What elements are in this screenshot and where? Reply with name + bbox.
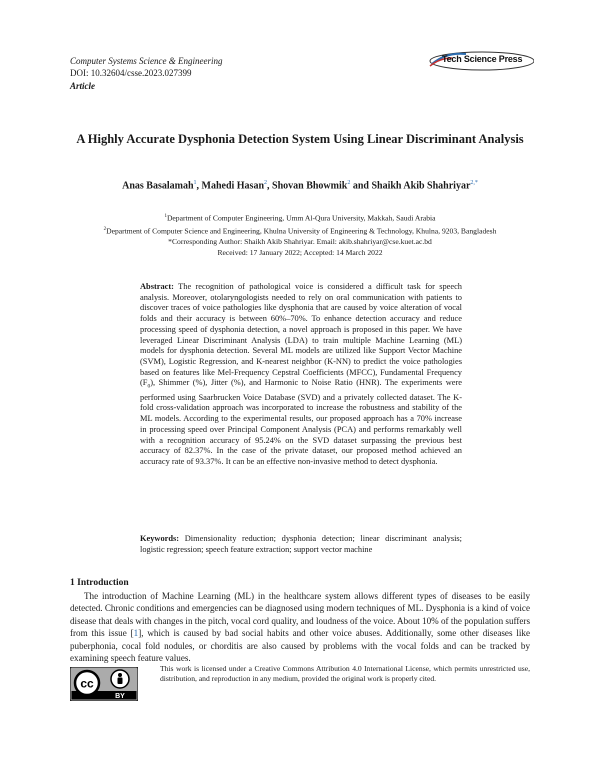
author-separator: , — [267, 180, 273, 192]
author-affil-mark[interactable]: 2,* — [470, 180, 478, 186]
section-heading-introduction: 1 Introduction — [70, 578, 129, 588]
affiliation-mark: 1 — [164, 214, 167, 219]
received-accepted-dates: Received: 17 January 2022; Accepted: 14 March 2022 — [217, 248, 383, 258]
author-name: Mahedi Hasan — [201, 180, 265, 192]
author-affil-mark[interactable]: 1 — [193, 180, 197, 186]
corresponding-author: *Corresponding Author: Shaikh Akib Shahriyar. Email: akib.shahriyar@cse.kuet.ac.bd — [168, 237, 432, 247]
affiliations — [60, 211, 540, 258]
author-affil-mark[interactable]: 2 — [264, 180, 268, 186]
author-affil-mark[interactable]: 2 — [347, 180, 351, 186]
keywords — [140, 534, 462, 555]
author-separator: , — [196, 180, 202, 192]
keywords-label: Keywords: — [140, 534, 180, 543]
affiliation-mark: 2 — [103, 226, 107, 232]
doi[interactable]: DOI: 10.32604/csse.2023.027399 — [70, 68, 192, 78]
article-type: Article — [70, 81, 95, 91]
abstract — [140, 282, 462, 468]
affiliation-2 — [60, 224, 540, 237]
introduction-paragraph — [70, 590, 530, 664]
affiliation-text: Department of Computer Engineering, Umm Al-Qura University, Makkah, Saudi Arabia — [166, 213, 436, 223]
cc-badge-text: cc — [80, 676, 94, 691]
abstract-text: The recognition of pathological voice is considered a difficult task for speech analysis. Moreover, otolaryngologists needed to rely on oral communication with patients to discover traces of voice pathologies like dysphonia that are caused by voice alteration of vocal folds and their accuracy is between 60%–70%. To enhance detection accuracy and reduce processing speed of dysphonia detection, a novel approach is proposed in this paper. We have leveraged Linear Discriminant Analysis (LDA) to train multiple Machine Learning (ML) models for dysphonia detection. Several ML models are utilized like Support Vector Machine (SVM), Logistic Regression, and K-nearest neighbor (K-NN) to predict the voice pathologies based on features like Mel-Frequency Cepstral Coefficients (MFCC), Fundamental Frequency (F — [140, 282, 462, 388]
publisher-logo — [426, 50, 534, 72]
author-separator: and — [350, 180, 372, 192]
abstract-text-cont: ), Shimmer (%), Jitter (%), and Harmonic to Noise Ratio (HNR). The experiments were performed using Saarbrucken Voice Database (SVD) and a privately collected dataset. The K-fold cross-validation approach was incorporated to increase the robustness and stability of the ML models. According to the experimental results, our proposed approach has a 70% increase in processing speed over Principal Component Analysis (PCA) and performs remarkably well with a recognition accuracy of 95.24% on the SVD dataset surpassing the previous best accuracy of 82.37%. In the case of the private dataset, our proposed method achieved an accuracy rate of 93.37%. It can be an effective non-invasive method to detect dysphonia. — [140, 378, 462, 466]
author-list — [60, 180, 540, 191]
affiliation-1 — [60, 211, 540, 224]
journal-name: Computer Systems Science & Engineering — [70, 56, 223, 66]
license-notice: This work is licensed under a Creative Commons Attribution 4.0 International License, which permits unrestricted use, distribution, and reproduction in any medium, provided the original work is properly cited. — [160, 664, 530, 684]
abstract-subscript: 0 — [147, 384, 151, 390]
intro-text-cont: ], which is caused by bad social habits and other voice abuses. Additionally, some other diseases like puberphonia, cocal fold nodules, or chorditis are also caused by problems with the vocal folds and can be tracked by examining speech feature values. — [70, 628, 531, 664]
citation-link[interactable]: 1 — [133, 628, 139, 639]
cc-by-icon — [70, 667, 138, 701]
publisher-name: Tech Science Press — [442, 54, 523, 64]
abstract-label: Abstract: — [140, 282, 174, 291]
author-name: Shaikh Akib Shahriyar — [371, 180, 471, 192]
intro-text: The introduction of Machine Learning (ML) in the healthcare system allows different types of diseases to be easily detected. Chronic conditions and emergencies can be diagnosed using modern techniques of ML. Dysphonia is a kind of voice disease that deals with changes in the pitch, vocal cord quality, and loudness of the voice. About 10% of the population suffers from this issue [ — [70, 591, 530, 639]
keywords-text: Dimensionality reduction; dysphonia detection; linear discriminant analysis; logistic regression; speech feature extraction; support vector machine — [140, 534, 462, 554]
affiliation-text: Department of Computer Science and Engineering, Khulna University of Engineering & Technology, Khulna, 9203, Bangladesh — [106, 226, 497, 236]
author-name: Anas Basalamah — [122, 180, 194, 192]
author-name: Shovan Bhowmik — [272, 180, 348, 192]
by-badge-text: BY — [115, 693, 125, 700]
paper-title: A Highly Accurate Dysphonia Detection System Using Linear Discriminant Analysis — [76, 132, 524, 146]
cc-by-license-badge[interactable] — [70, 667, 138, 701]
